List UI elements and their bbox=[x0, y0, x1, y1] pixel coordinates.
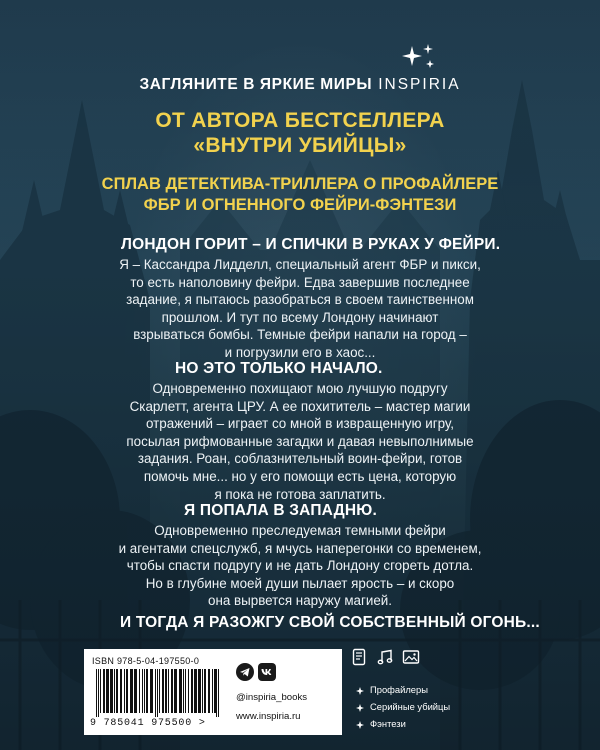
telegram-icon[interactable] bbox=[236, 663, 254, 681]
series-header bbox=[0, 76, 600, 94]
barcode-image bbox=[94, 669, 222, 717]
author-credit bbox=[0, 108, 600, 158]
social-handle[interactable]: @inspiria_books bbox=[236, 692, 308, 703]
genre-item bbox=[356, 701, 450, 712]
section-heading-3: Я ПОПАЛА В ЗАПАДНЮ. bbox=[184, 502, 377, 519]
genre-tagline bbox=[0, 174, 600, 216]
section-text-2: Одновременно похищают мою лучшую подругу Скарлетт, агента ЦРУ. А ее похититель – мастер магии отражений – играет со мной в извращенную игру, посылая рифмованные загадки и давая невыполнимые задания. Роан, соблазнительный воин-фейри, готов помочь мне... но у его помощи есть цена, которую я пока не готова заплатить. bbox=[126, 381, 474, 502]
genre-item bbox=[356, 718, 406, 729]
genre-item bbox=[356, 684, 428, 695]
genre-label: Профайлеры bbox=[370, 684, 428, 695]
section-heading-2: НО ЭТО ТОЛЬКО НАЧАЛО. bbox=[175, 360, 383, 377]
closing-line: И ТОГДА Я РАЗОЖГУ СВОЙ СОБСТВЕННЫЙ ОГОНЬ... bbox=[120, 614, 540, 631]
genre-label: Фэнтези bbox=[370, 718, 406, 729]
social-block bbox=[230, 649, 342, 735]
brand-name: INSPIRIA bbox=[378, 76, 461, 93]
genre-label: Серийные убийцы bbox=[370, 701, 451, 712]
isbn-number: ISBN 978-5-04-197550-0 bbox=[92, 656, 200, 666]
image-icon bbox=[402, 648, 420, 666]
tagline-line-2: ФБР И ОГНЕННОГО ФЕЙРИ-ФЭНТЕЗИ bbox=[143, 196, 457, 214]
sparkle-icon bbox=[356, 721, 364, 729]
vk-icon[interactable] bbox=[258, 663, 276, 681]
author-credit-line-2: «ВНУТРИ УБИЙЦЫ» bbox=[193, 134, 407, 157]
section-text-3: Одновременно преследуемая темными фейри и агентами спецслужб, я мчусь наперегонки со временем, чтобы спасти подругу и не дать Лондону сгореть дотла. Но в глубине моей души пылает ярость – и скоро она вырвется наружу магией. bbox=[118, 523, 482, 609]
section-text-1: Я – Кассандра Лидделл, специальный агент ФБР и пикси, то есть наполовину фейри. Едва завершив последнее задание, я пытаюсь разобраться в своем таинственном прошлом. И тут по всему Лондону начинают взрываться бомбы. Темные фейри напали на город – и погрузили его в хаос... bbox=[119, 257, 481, 360]
audio-note-icon bbox=[376, 648, 394, 666]
barcode-block bbox=[84, 649, 230, 735]
sparkle-stars-icon bbox=[398, 42, 438, 72]
sparkle-icon bbox=[356, 704, 364, 712]
website-link[interactable]: www.inspiria.ru bbox=[236, 711, 301, 722]
series-prefix: ЗАГЛЯНИТЕ В ЯРКИЕ МИРЫ bbox=[139, 76, 373, 93]
section-heading-1: ЛОНДОН ГОРИТ – И СПИЧКИ В РУКАХ У ФЕЙРИ. bbox=[121, 236, 501, 253]
ebook-icon bbox=[350, 648, 368, 666]
tagline-line-1: СПЛАВ ДЕТЕКТИВА-ТРИЛЛЕРА О ПРОФАЙЛЕРЕ bbox=[101, 175, 499, 193]
sparkle-icon bbox=[356, 687, 364, 695]
author-credit-line-1: ОТ АВТОРА БЕСТСЕЛЛЕРА bbox=[155, 109, 445, 132]
barcode-digits: 9 785041 975500 > bbox=[90, 718, 206, 729]
